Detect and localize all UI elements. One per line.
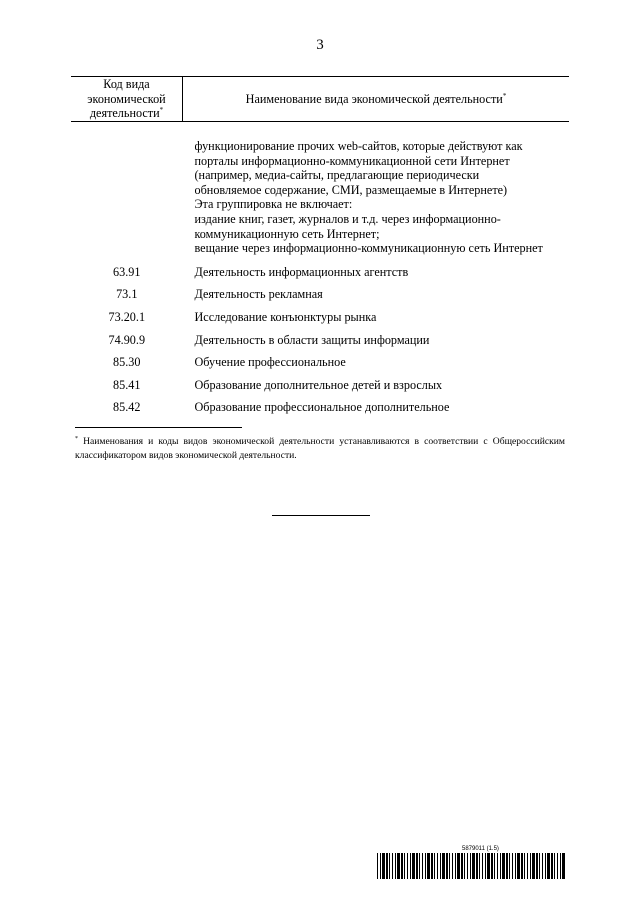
barcode-bar	[455, 853, 456, 879]
name-column-marker: *	[502, 91, 507, 100]
barcode-bar	[461, 853, 463, 879]
barcode-bar	[472, 853, 475, 879]
barcode-bar	[476, 853, 478, 879]
barcode-bar	[407, 853, 408, 879]
barcode-bar	[452, 853, 453, 879]
description-line: Эта группировка не включает:	[194, 197, 353, 212]
barcode-bar	[502, 853, 505, 879]
description-line: издание книг, газет, журналов и т.д. через информационно-	[194, 211, 501, 226]
barcode	[377, 853, 566, 879]
activity-code: 85.41	[113, 377, 141, 392]
barcode-bar	[389, 853, 390, 879]
barcode-bar	[440, 853, 441, 879]
barcode-bar	[509, 853, 510, 879]
table-row	[71, 260, 569, 283]
barcode-bar	[446, 853, 448, 879]
barcode-bar	[542, 853, 543, 879]
barcode-bar	[539, 853, 540, 879]
barcode-bar	[437, 853, 438, 879]
barcode-bar	[521, 853, 523, 879]
barcode-bar	[377, 853, 378, 879]
activity-name: Исследование конъюнктуры рынка	[194, 309, 377, 324]
barcode-bar	[506, 853, 508, 879]
activity-name: Образование профессиональное дополнительное	[194, 400, 450, 415]
barcode-bar	[470, 853, 471, 879]
barcode-bar	[524, 853, 525, 879]
barcode-bar	[494, 853, 495, 879]
code-column-header	[71, 77, 183, 122]
name-column-header	[183, 77, 570, 122]
barcode-number: 5879011 (1.5)	[462, 846, 499, 852]
barcode-bar	[515, 853, 516, 879]
continuation-description	[183, 122, 570, 260]
activity-code: 85.30	[113, 355, 141, 370]
page-number: 3	[316, 37, 324, 53]
barcode-bar	[530, 853, 531, 879]
barcode-bar	[442, 853, 445, 879]
barcode-bar	[497, 853, 498, 879]
footnote-marker: *	[75, 436, 78, 442]
activity-codes-table	[71, 76, 569, 418]
barcode-bar	[557, 853, 558, 879]
activity-name: Обучение профессиональное	[194, 355, 346, 370]
activity-name: Деятельность рекламная	[194, 287, 323, 302]
barcode-bar	[395, 853, 396, 879]
activity-name: Деятельность в области защиты информации	[194, 332, 430, 347]
barcode-bar	[431, 853, 433, 879]
activity-name: Образование дополнительное детей и взрослых	[194, 377, 443, 392]
barcode-bar	[386, 853, 388, 879]
activity-code: 63.91	[113, 264, 141, 279]
barcode-bar	[449, 853, 450, 879]
barcode-bar	[517, 853, 520, 879]
description-line: вещание через информационно-коммуникационную сеть Интернет	[194, 241, 543, 256]
barcode-bar	[545, 853, 546, 879]
code-column-marker: *	[159, 106, 164, 115]
barcode-bar	[512, 853, 513, 879]
barcode-bar	[547, 853, 550, 879]
barcode-bar	[527, 853, 528, 879]
table-row	[71, 305, 569, 328]
name-column-label: Наименование вида экономической деятельности	[245, 91, 503, 106]
table-body	[71, 122, 569, 418]
barcode-bar	[410, 853, 411, 879]
code-column-label: Код вида экономической деятельности	[87, 77, 166, 121]
description-line: коммуникационную сеть Интернет;	[194, 226, 380, 241]
barcode-bar	[500, 853, 501, 879]
table-row	[71, 282, 569, 305]
barcode-bar	[425, 853, 426, 879]
activity-code: 85.42	[113, 400, 141, 415]
description-line: обновляемое содержание, СМИ, размещаемые в Интернете)	[194, 182, 508, 197]
barcode-bar	[427, 853, 430, 879]
barcode-bar	[412, 853, 415, 879]
activity-code: 74.90.9	[108, 332, 146, 347]
barcode-bar	[482, 853, 483, 879]
barcode-bar	[485, 853, 486, 879]
table-row	[71, 373, 569, 396]
barcode-bar	[560, 853, 561, 879]
table-row	[71, 328, 569, 351]
barcode-bar	[562, 853, 565, 879]
barcode-bar	[551, 853, 553, 879]
footnote	[75, 435, 565, 463]
barcode-bar	[422, 853, 423, 879]
barcode-bar	[380, 853, 381, 879]
description-line: порталы информационно-коммуникационной сети Интернет	[194, 153, 510, 168]
barcode-bar	[382, 853, 385, 879]
barcode-bar	[434, 853, 435, 879]
activity-code: 73.20.1	[108, 309, 146, 324]
barcode-bar	[536, 853, 538, 879]
barcode-bar	[397, 853, 400, 879]
activity-code: 73.1	[116, 287, 138, 302]
barcode-bar	[464, 853, 465, 879]
barcode-bar	[467, 853, 468, 879]
barcode-bar	[392, 853, 393, 879]
table-row	[71, 395, 569, 418]
description-line: функционирование прочих web-сайтов, которые действуют как	[194, 139, 523, 153]
description-line: (например, медиа-сайты, предлагающие периодически	[194, 168, 480, 183]
end-of-document-line	[272, 515, 370, 516]
table-row	[71, 350, 569, 373]
activity-name: Деятельность информационных агентств	[194, 264, 409, 279]
barcode-bar	[491, 853, 493, 879]
barcode-bar	[479, 853, 480, 879]
barcode-bar	[404, 853, 405, 879]
barcode-bar	[532, 853, 535, 879]
barcode-bar	[554, 853, 555, 879]
barcode-bar	[416, 853, 418, 879]
footnote-text: Наименования и коды видов экономической деятельности устанавливаются в соответствии с Общероссийским классификатором видов экономической деятельности.	[75, 436, 565, 461]
continuation-code	[71, 122, 183, 260]
barcode-bar	[457, 853, 460, 879]
table-header	[71, 77, 569, 122]
barcode-bar	[401, 853, 403, 879]
barcode-bar	[419, 853, 420, 879]
continuation-row	[71, 122, 569, 260]
footnote-separator	[75, 427, 242, 428]
barcode-bar	[487, 853, 490, 879]
